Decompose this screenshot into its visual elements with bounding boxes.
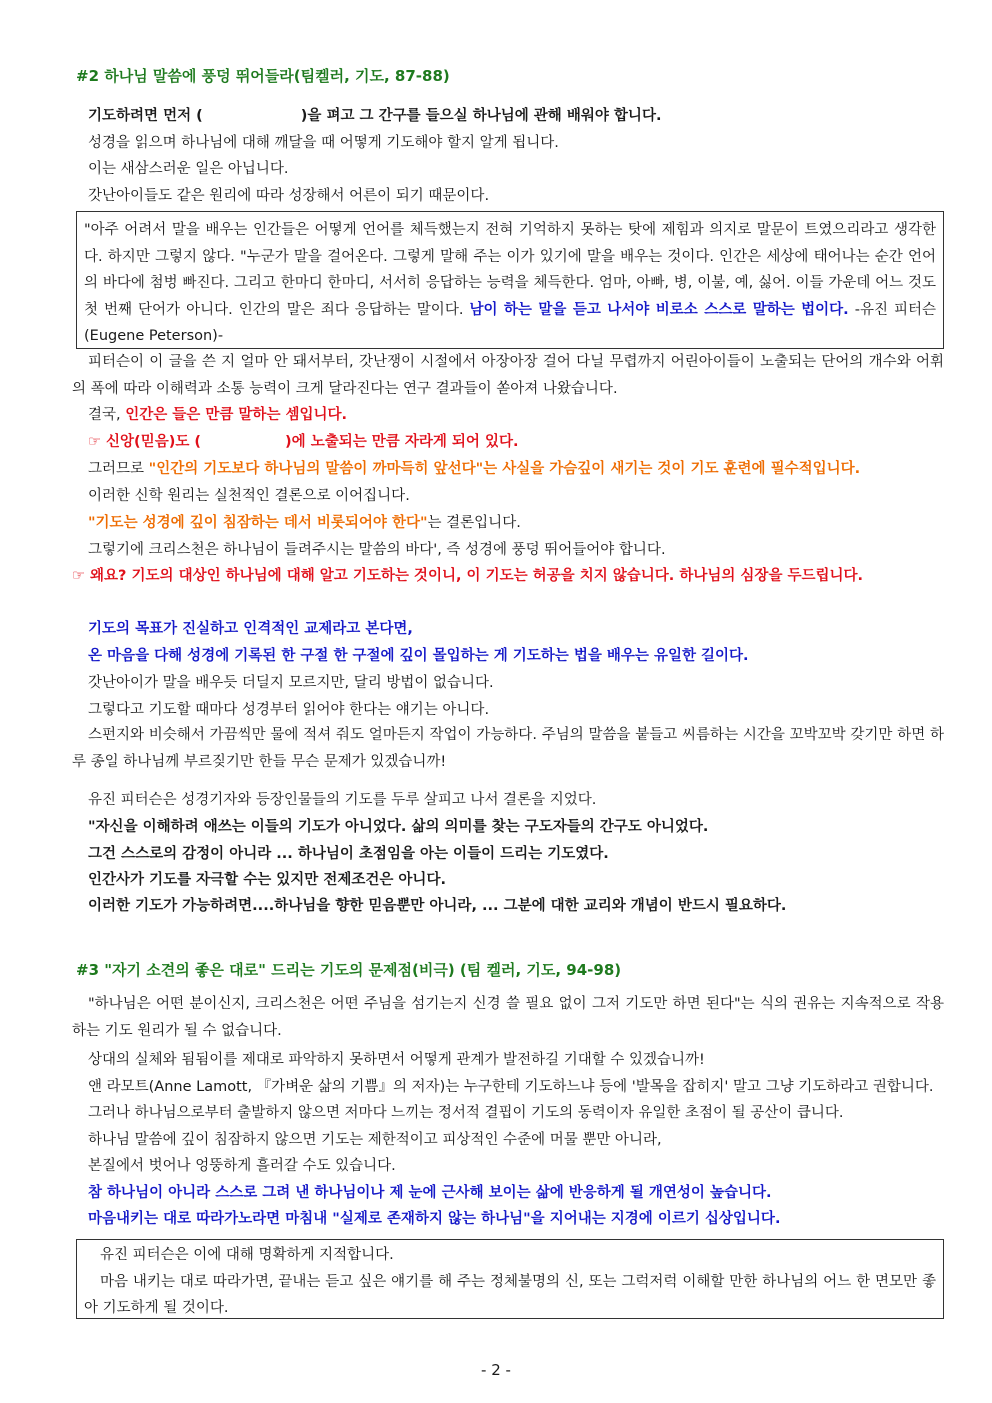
bold-quote-line: 인간사가 기도를 자극할 수는 있지만 전제조건은 아니다.	[88, 872, 446, 888]
text-line: 하나님 말씀에 깊이 침잠하지 않으면 기도는 제한적이고 피상적인 수준에 머물 뿐만 아니라,	[88, 1132, 662, 1148]
why-line: ☞ 왜요? 기도의 대상인 하나님에 대해 알고 기도하는 것이니, 이 기도는 허공을 치지 않습니다. 하나님의 심장을 두드립니다.	[72, 568, 864, 584]
faith-line	[88, 432, 519, 452]
research-paragraph: 피터슨이 이 글을 쓴 지 얼마 안 돼서부터, 갓난쟁이 시절에서 아장아장 걸어 다닐 무렵까지 어린아이들이 노출되는 단어의 개수와 어휘의 폭에 따라 이해력과 소통 능력이 크게 달라진다는 연구 결과들이 쏟아져 나왔습니다.	[72, 354, 944, 397]
text-line: 앤 라모트(Anne Lamott, 『가벼운 삶의 기쁨』의 저자)는 누구한테 기도하느냐 등에 '발목을 잡히지' 말고 그냥 기도하라고 권합니다.	[88, 1079, 934, 1095]
bold-quote-line: 그건 스스로의 감정이 아니라 ... 하나님이 초점임을 아는 이들이 드리는 기도였다.	[88, 846, 609, 862]
peterson-box-text	[84, 1242, 936, 1322]
text-line: 그러나 하나님으로부터 출발하지 않으면 저마다 느끼는 정서적 결핍이 기도의 동력이자 유일한 초점이 될 공산이 큽니다.	[88, 1105, 844, 1121]
text-line: 이는 새삼스러운 일은 아닙니다.	[88, 161, 289, 177]
conclusion-lead: 결국,	[88, 407, 126, 423]
faith-line-end: )에 노출되는 만큼 자라게 되어 있다.	[285, 434, 519, 450]
prayer-line-1-end: )을 펴고 그 간구를 들으실 하나님에 관해 배워야 합니다.	[300, 108, 662, 124]
page-number: - 2 -	[481, 1361, 511, 1379]
quote-text	[84, 217, 936, 350]
peterson-box-line-2: 마음 내키는 대로 따라가면, 끝내는 듣고 싶은 얘기를 해 주는 정체불명의 신, 또는 그럭저럭 이해할 만한 하나님의 어느 한 면모만 좋아 기도하게 될 것이다.	[84, 1273, 936, 1316]
text-line: 갓난아이가 말을 배우듯 더딜지 모르지만, 달리 방법이 없습니다.	[88, 675, 494, 691]
therefore-lead: 그러므로	[88, 461, 149, 477]
quote-highlight: 남이 하는 말을 듣고 나서야 비로소 스스로 말하는 법이다.	[469, 301, 849, 318]
conclusion-highlight: 인간은 들은 만큼 말하는 셈입니다.	[125, 407, 348, 423]
faith-line-start: ☞ 신앙(믿음)도 (	[88, 434, 202, 450]
quote-body: "아주 어려서 말을 배우는 인간들은 어떻게 언어를 체득했는지 전혀 기억하지 못하는 탓에 제힘과 의지로 말문이 트였으리라고 생각한다. 하지만 그렇지 않다. "누군가 말을 걸어온다. 그렇게 말해 주는 이가 있기에 말을 배우는 것이다. 인간은 세상에 태어나는 순간 언어의 바다에 첨벙 빠진다. 그리고 한마디 한마디, 서서히 응답하는 능력을 체득한다. 엄마, 아빠, 병, 이불, 예, 싫어. 이들 가운데 어느 것도 첫 번째 단어가 아니다. 인간의 말은 죄다 응답하는 말이다.	[84, 222, 936, 318]
bold-quote-line: "자신을 이해하려 애쓰는 이들의 기도가 아니었다. 삶의 의미를 찾는 구도자들의 간구도 아니었다.	[88, 819, 709, 835]
therefore-highlight: "인간의 기도보다 하나님의 말씀이 까마득히 앞선다"는 사실을 가슴깊이 새기는 것이 기도 훈련에 필수적입니다.	[148, 461, 861, 477]
text-line: 그렇기에 크리스천은 하나님이 들려주시는 말씀의 바다', 즉 성경에 풍덩 뛰어들어야 합니다.	[88, 542, 666, 558]
text-line: 본질에서 벗어나 엉뚱하게 흘러갈 수도 있습니다.	[88, 1158, 396, 1174]
section-2-heading: #2 하나님 말씀에 풍덩 뛰어들라(팀켈러, 기도, 87-88)	[76, 67, 450, 85]
text-line: 그렇다고 기도할 때마다 성경부터 읽어야 한다는 얘기는 아니다.	[88, 702, 490, 718]
text-line: 유진 피터슨은 성경기자와 등장인물들의 기도를 두루 살피고 나서 결론을 지었다.	[88, 792, 597, 808]
immersion-line: 온 마음을 다해 성경에 기록된 한 구절 한 구절에 깊이 몰입하는 게 기도하는 법을 배우는 유일한 길이다.	[88, 648, 749, 664]
bold-quote-line: 이러한 기도가 가능하려면....하나님을 향한 믿음뿐만 아니라, ... 그분에 대한 교리와 개념이 반드시 필요하다.	[88, 898, 787, 914]
conclusion-line	[88, 405, 347, 425]
blue-line: 마음내키는 대로 따라가노라면 마침내 "실제로 존재하지 않는 하나님"을 지어내는 지경에 이르기 십상입니다.	[88, 1211, 781, 1227]
first-paragraph: "하나님은 어떤 분이신지, 크리스천은 어떤 주님을 섬기는지 신경 쓸 필요 없이 그저 기도만 하면 된다"는 식의 권유는 지속적으로 작용하는 기도 원리가 될 수 없습니다.	[72, 996, 944, 1039]
therefore-line	[88, 459, 860, 479]
goal-line: 기도의 목표가 진실하고 인격적인 교제라고 본다면,	[88, 621, 413, 637]
text-line: 갓난아이들도 같은 원리에 따라 성장해서 어른이 되기 때문이다.	[88, 188, 490, 204]
prayer-line-1-start: 기도하려면 먼저 (	[88, 108, 203, 124]
section-3-heading: #3 "자기 소견의 좋은 대로" 드리는 기도의 문제점(비극) (팀 켈러, 기도, 94-98)	[76, 961, 622, 979]
text-line: 상대의 실체와 됨됨이를 제대로 파악하지 못하면서 어떻게 관계가 발전하길 기대할 수 있겠습니까!	[88, 1052, 705, 1068]
peterson-box-line-1: 유진 피터슨은 이에 대해 명확하게 지적합니다.	[100, 1247, 394, 1263]
prayer-line-1	[88, 106, 661, 126]
text-line: 성경을 읽으며 하나님에 대해 깨달을 때 어떻게 기도해야 할지 알게 됩니다.	[88, 135, 559, 151]
prayer-conclusion-end: 는 결론입니다.	[427, 515, 521, 531]
blue-line: 참 하나님이 아니라 스스로 그려 낸 하나님이나 제 눈에 근사해 보이는 삶에 반응하게 될 개연성이 높습니다.	[88, 1185, 772, 1201]
prayer-conclusion-highlight: "기도는 성경에 깊이 침잠하는 데서 비롯되어야 한다"	[88, 515, 428, 531]
text-line: 이러한 신학 원리는 실천적인 결론으로 이어집니다.	[88, 488, 410, 504]
sponge-paragraph: 스펀지와 비슷해서 가끔씩만 물에 적셔 줘도 얼마든지 작업이 가능하다. 주님의 말씀을 붙들고 씨름하는 시간을 꼬박꼬박 갖기만 하면 하루 종일 하나님께 부르짖기만 한들 무슨 문제가 있겠습니까!	[72, 727, 944, 770]
quote-author: -유진 피터슨(Eugene Peterson)-	[84, 301, 936, 344]
prayer-conclusion-line	[88, 513, 521, 533]
